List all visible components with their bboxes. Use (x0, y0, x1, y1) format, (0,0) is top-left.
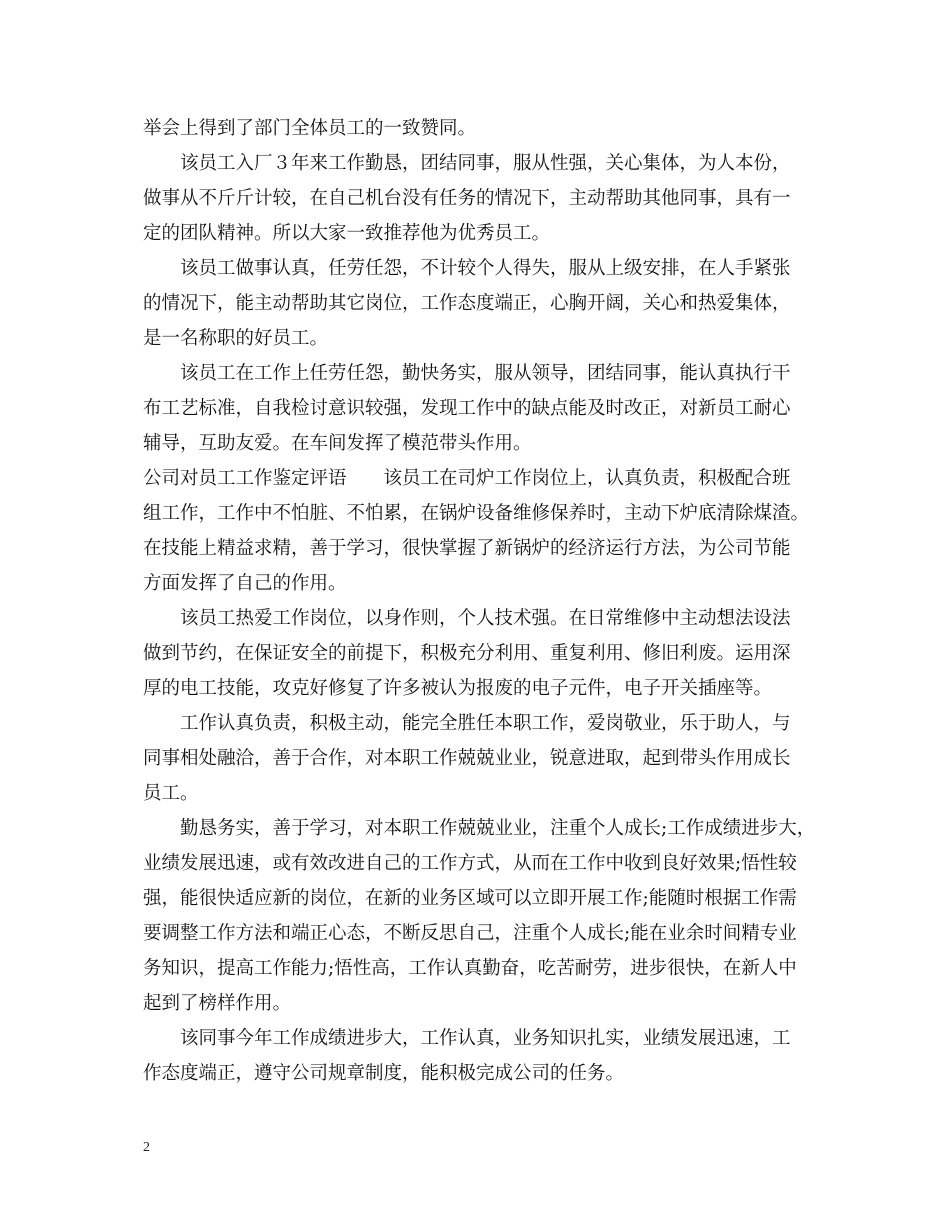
text-line: 辅导，互助友爱。在车间发挥了模范带头作用。 (143, 433, 532, 454)
text-line: 要调整工作方法和端正心态，不断反思自己，注重个人成长;能在业余时间精专业 (143, 923, 797, 944)
text-line: 是一名称职的好员工。 (143, 328, 329, 349)
text-line: 勤恳务实，善于学习，对本职工作兢兢业业，注重个人成长;工作成绩进步大， (180, 818, 816, 839)
text-line: 厚的电工技能，攻克好修复了许多被认为报废的电子元件，电子开关插座等。 (143, 678, 773, 699)
text-line: 该同事今年工作成绩进步大，工作认真，业务知识扎实，业绩发展迅速，工 (180, 1028, 791, 1049)
text-line: 定的团队精神。所以大家一致推荐他为优秀员工。 (143, 223, 551, 244)
text-line: 组工作，工作中不怕脏、不怕累，在锅炉设备维修保养时，主动下炉底清除煤渣。 (143, 503, 810, 524)
text-line: 同事相处融洽，善于合作，对本职工作兢兢业业，锐意进取，起到带头作用成长 (143, 748, 791, 769)
text-line: 起到了榜样作用。 (143, 993, 292, 1014)
text-line: 工作认真负责，积极主动，能完全胜任本职工作，爱岗敬业，乐于助人，与 (180, 713, 791, 734)
text-line: 该员工热爱工作岗位，以身作则，个人技术强。在日常维修中主动想法设法 (180, 608, 791, 629)
text-line: 该员工做事认真，任劳任怨，不计较个人得失，服从上级安排，在人手紧张 (180, 258, 791, 279)
text-line: 布工艺标准，自我检讨意识较强，发现工作中的缺点能及时改正，对新员工耐心 (143, 398, 791, 419)
text-line: 员工。 (143, 783, 199, 804)
text-line: 该员工在工作上任劳任怨，勤快务实，服从领导，团结同事，能认真执行干 (180, 363, 791, 384)
text-line: 做事从不斤斤计较，在自己机台没有任务的情况下，主动帮助其他同事，具有一 (143, 188, 791, 209)
text-line: 务知识，提高工作能力;悟性高，工作认真勤奋，吃苦耐劳，进步很快，在新人中 (143, 958, 797, 979)
text-line: 业绩发展迅速，或有效改进自己的工作方式，从而在工作中收到良好效果;悟性较 (143, 853, 797, 874)
text-line: 作态度端正，遵守公司规章制度，能积极完成公司的任务。 (143, 1063, 625, 1084)
text-line: 举会上得到了部门全体员工的一致赞同。 (143, 118, 477, 139)
text-line: 的情况下，能主动帮助其它岗位，工作态度端正，心胸开阔，关心和热爱集体， (143, 293, 791, 314)
page-number: 2 (143, 1140, 150, 1155)
text-line: 做到节约，在保证安全的前提下，积极充分利用、重复利用、修旧利废。运用深 (143, 643, 791, 664)
text-line: 在技能上精益求精，善于学习，很快掌握了新锅炉的经济运行方法，为公司节能 (143, 538, 791, 559)
text-line: 公司对员工工作鉴定评语 该员工在司炉工作岗位上，认真负责，积极配合班 (143, 468, 791, 489)
text-line: 该员工入厂３年来工作勤恳，团结同事，服从性强，关心集体，为人本份， (180, 153, 791, 174)
text-line: 强，能很快适应新的岗位，在新的业务区域可以立即开展工作;能随时根据工作需 (143, 888, 797, 909)
text-line: 方面发挥了自己的作用。 (143, 573, 347, 594)
